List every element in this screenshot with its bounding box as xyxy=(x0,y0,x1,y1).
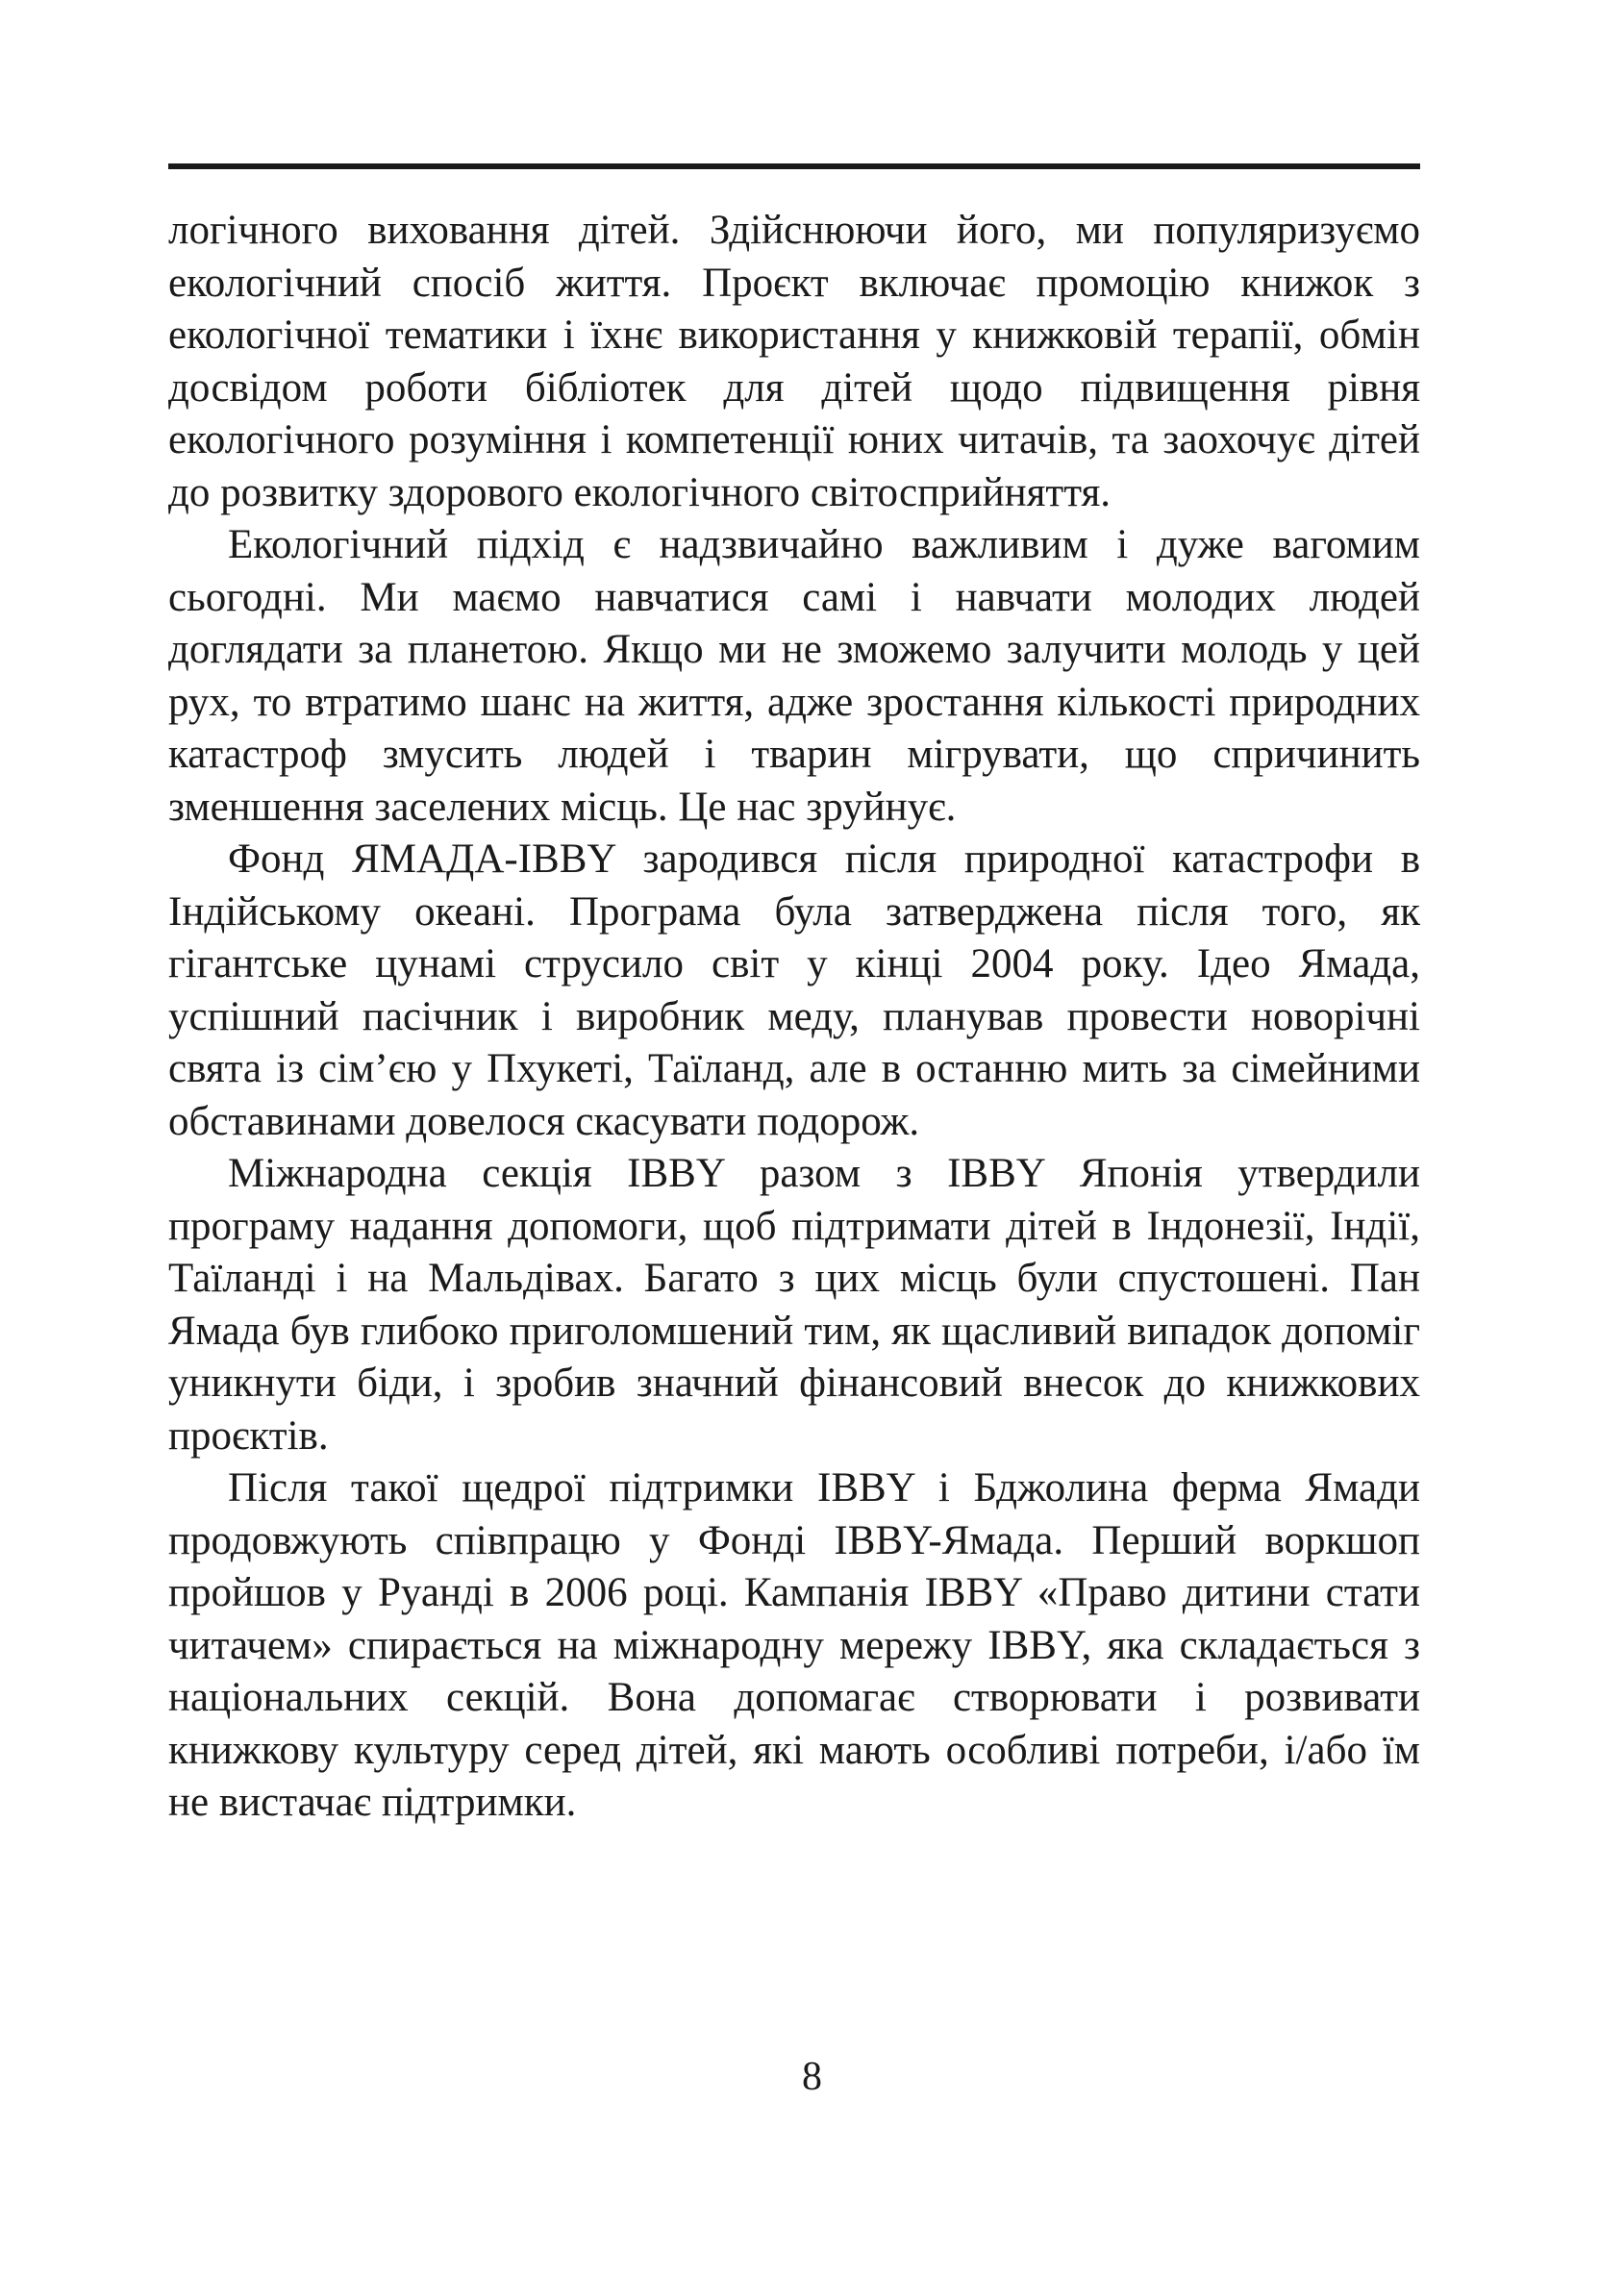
body-text xyxy=(168,205,1420,1830)
paragraph: Міжнародна секція IBBY разом з IBBY Японія утвердили програму надання допомоги, щоб підтримати дітей в Індонезії, Індії, Таїланді і на Мальдівах. Багато з цих місць були спустошені. Пан Ямада був глибоко приголомшений тим, як щасливий випадок допоміг уникнути біди, і зробив значний фінансовий внесок до книжкових проєктів. xyxy=(168,1151,1420,1459)
page-number: 8 xyxy=(802,2055,822,2099)
header-rule xyxy=(168,163,1420,169)
paragraph: Після такої щедрої підтримки IBBY і Бджолина ферма Ямади продовжують співпрацю у Фонді IBBY-Ямада. Перший воркшоп пройшов у Руанді в 2006 році. Кампанія IBBY «Право дитини стати читачем» спирається на міжнародну мережу IBBY, яка складається з національних секцій. Вона допомагає створювати і розвивати книжкову культуру серед дітей, які мають особливі потреби, і/або їм не вистачає підтримки. xyxy=(168,1465,1420,1825)
paragraph: Екологічний підхід є надзвичайно важливим і дуже вагомим сьогодні. Ми маємо навчатися самі і навчати молодих людей доглядати за планетою. Якщо ми не зможемо залучити молодь у цей рух, то втратимо шанс на життя, адже зростання кількості природних катастроф змусить людей і тварин мігрувати, що спричинить зменшення заселених місць. Це нас зруйнує. xyxy=(168,522,1420,830)
paragraph-continuation: логічного виховання дітей. Здійснюючи його, ми популяризуємо екологічний спосіб життя. Проєкт включає промоцію книжок з екологічної тематики і їхнє використання у книжковій терапії, обмін досвідом роботи бібліотек для дітей щодо підвищення рівня екологічного розуміння і компетенції юних читачів, та заохочує дітей до розвитку здорового екологічного світосприйняття. xyxy=(168,208,1420,515)
paragraph: Фонд ЯМАДА-IBBY зародився після природної катастрофи в Індійському океані. Програма була затверджена після того, як гігантське цунамі струсило світ у кінці 2004 року. Ідео Ямада, успішний пасічник і виробник меду, планував провести новорічні свята із сім’єю у Пхукеті, Таїланд, але в останню мить за сімейними обставинами довелося скасувати подорож. xyxy=(168,836,1420,1144)
